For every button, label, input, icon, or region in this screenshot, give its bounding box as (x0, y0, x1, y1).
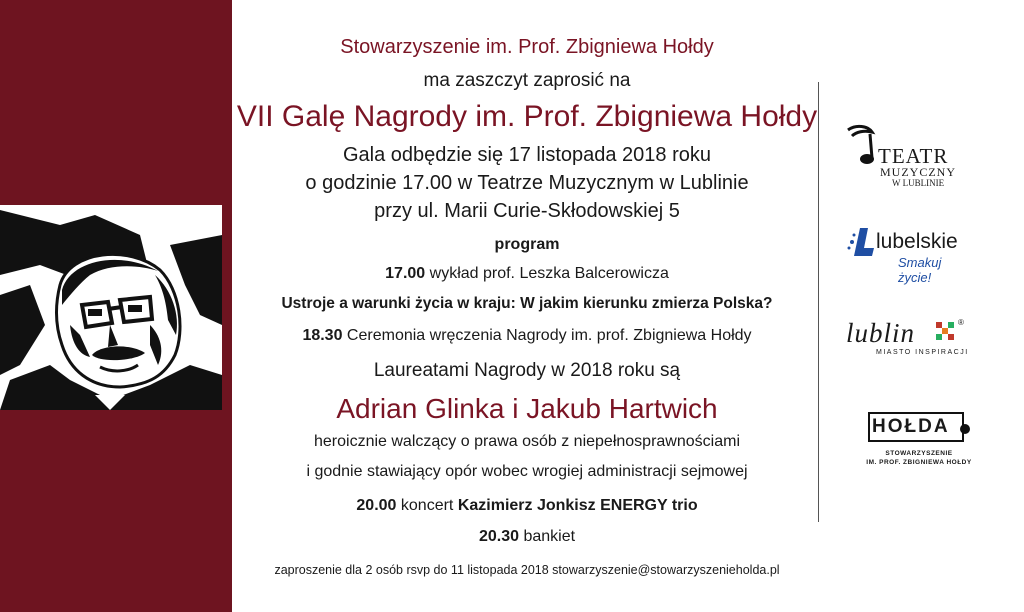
music-note-icon (842, 124, 882, 168)
holda-name: HOŁDA (872, 416, 950, 437)
lubelskie-name: lubelskie (876, 230, 958, 253)
lublin-name: lublin (846, 318, 916, 348)
holda-sub-1: STOWARZYSZENIE (885, 450, 953, 457)
program-item-2-time: 18.30 (302, 327, 343, 344)
event-date: Gala odbędzie się 17 listopada 2018 roku (342, 144, 712, 166)
rsvp-footer: zaproszenie dla 2 osób rsvp do 11 listopada 2018 stowarzyszenie@stowarzyszenieholda.pl (274, 563, 780, 577)
invite-line: ma zaszczyt zaprosić na (423, 70, 631, 91)
program-item-3-text: koncert (396, 497, 458, 514)
lubelskie-logo (846, 226, 976, 285)
laureates-description-1: heroicznie walczący o prawa osób z niepełnosprawnościami (314, 433, 740, 450)
event-address: przy ul. Marii Curie-Skłodowskiej 5 (374, 200, 680, 222)
program-item-1-text: wykład prof. Leszka Balcerowicza (425, 265, 669, 282)
program-heading: program (494, 236, 560, 253)
program-item-4-text: bankiet (519, 528, 576, 545)
portrait-illustration (0, 205, 222, 410)
laureates-description-2: i godnie stawiający opór wobec wrogiej administracji sejmowej (306, 463, 748, 480)
teatr-subtitle-1: MUZYCZNY (880, 165, 956, 179)
program-item-3-artist: Kazimierz Jonkisz ENERGY trio (457, 497, 698, 514)
teatr-muzyczny-logo (842, 124, 962, 194)
program-item-4-time: 20.30 (478, 528, 519, 545)
program-item-4 (236, 528, 818, 546)
holda-sub-2: IM. PROF. ZBIGNIEWA HOŁDY (866, 459, 972, 466)
event-title: VII Galę Nagrody im. Prof. Zbigniewa Hołdy (236, 100, 818, 133)
lublin-registered-mark: ® (958, 318, 964, 327)
lublin-emblem-icon (934, 320, 956, 342)
portrait-image (0, 205, 222, 410)
lublin-tagline: MIASTO INSPIRACJI (876, 349, 969, 356)
organizer-name: Stowarzyszenie im. Prof. Zbigniewa Hołdy (340, 36, 714, 58)
program-item-2-text: Ceremonia wręczenia Nagrody im. prof. Zbigniewa Hołdy (342, 327, 752, 344)
lublin-logo (846, 318, 976, 360)
lubelskie-tagline: Smakuj życie! (898, 255, 942, 285)
teatr-subtitle-2: W LUBLINIE (892, 178, 945, 188)
program-item-1 (236, 265, 818, 283)
program-item-3 (236, 497, 818, 515)
laureates-names: Adrian Glinka i Jakub Hartwich (336, 393, 718, 424)
program-item-2 (236, 327, 818, 345)
program-item-3-time: 20.00 (356, 497, 397, 514)
holda-logo (854, 412, 984, 472)
holda-dot (960, 424, 970, 434)
event-time-place: o godzinie 17.00 w Teatrze Muzycznym w Lublinie (305, 172, 749, 194)
teatr-title: TEATR (878, 144, 949, 168)
lubelskie-l-icon (846, 226, 876, 260)
program-item-1-time: 17.00 (385, 265, 426, 282)
laureates-intro: Laureatami Nagrody w 2018 roku są (373, 360, 681, 381)
vertical-divider (818, 82, 819, 522)
lecture-subtitle: Ustroje a warunki życia w kraju: W jakim kierunku zmierza Polska? (281, 295, 773, 312)
